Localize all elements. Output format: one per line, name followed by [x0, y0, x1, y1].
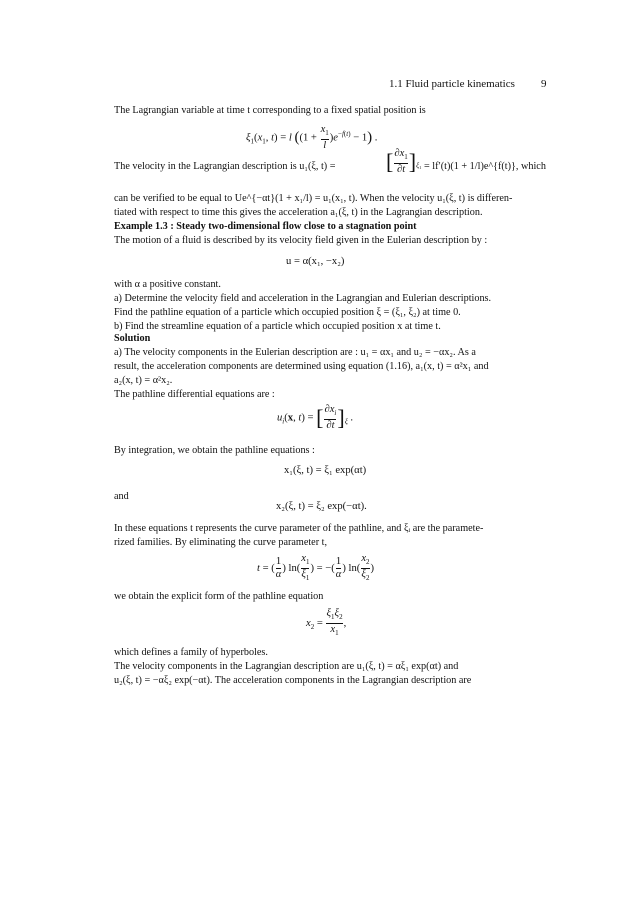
paragraph-line: The velocity in the Lagrangian description is u₁(ξ, t) = — [114, 161, 336, 172]
paragraph-line: and — [114, 491, 129, 502]
equation-partial-derivative: [ $\frac{\partial x_1}{\partial t}$ ]$_{\xi_1}$ — [386, 148, 422, 176]
paragraph-line: By integration, we obtain the pathline equations : — [114, 445, 315, 456]
equation-pathline-x2: x₂(ξ, t) = ξ₂ exp(−αt). — [276, 501, 367, 512]
paragraph-line: a) Determine the velocity field and acceleration in the Lagrangian and Eulerian descriptions. — [114, 293, 492, 304]
paragraph-line: rized families. By eliminating the curve parameter t, — [114, 537, 328, 548]
paragraph-line: result, the acceleration components are determined using equation (1.16), a₁(x, t) = α²x₁ and — [114, 361, 489, 372]
paragraph-line: u₂(ξ, t) = −αξ₂ exp(−αt). The acceleration components in the Lagrangian description are — [114, 675, 472, 686]
equation-velocity-field: u = α(x₁, −x₂) — [286, 256, 345, 267]
paragraph-line: which defines a family of hyperboles. — [114, 647, 268, 658]
equation-pathline-x1: x₁(ξ, t) = ξ₁ exp(αt) — [284, 465, 367, 476]
solution-heading: Solution — [114, 333, 151, 344]
paragraph-line: The motion of a fluid is described by its velocity field given in the Eulerian description by : — [114, 235, 488, 246]
equation-lagrangian-variable: $\xi_1(x_1$, t) = l ((1 + $\frac{x_1}{l}$ )$e^{-f(t)} - 1$) . — [246, 124, 378, 152]
paragraph-line: tiated with respect to time this gives the acceleration a₁(ξ, t) in the Lagrangian description. — [114, 207, 483, 218]
paragraph-line: b) Find the streamline equation of a particle which occupied position x at time t. — [114, 321, 441, 332]
paragraph-line: we obtain the explicit form of the pathline equation — [114, 591, 324, 602]
paragraph-line: In these equations t represents the curve parameter of the pathline, and ξᵢ are the paramete- — [114, 523, 484, 534]
page-number: 9 — [541, 78, 547, 90]
paragraph-line: can be verified to be equal to Ue^{−αt}(1 + x₁/l) = u₁(x₁, t). When the velocity u₁(ξ, t) is differen- — [114, 193, 513, 204]
paragraph-line: = lf′(t)(1 + 1/l)e^{f(t)}, which — [424, 161, 546, 172]
equation-curve-parameter: t = ( $\frac{1}{\alpha}$ ) ln( $\frac{x_1}{\xi_1}$ ) = −( $\frac{1}{\alpha}$ ) ln( $\frac{x_2}{\xi_2}$ ) — [257, 553, 375, 583]
example-heading: Example 1.3 : Steady two-dimensional flow close to a stagnation point — [114, 221, 417, 232]
paragraph-line: a₂(x, t) = α²x₂. — [114, 375, 173, 386]
paragraph-line: Find the pathline equation of a particle which occupied position ξ = (ξ₁, ξ₂) at time 0. — [114, 307, 461, 318]
paragraph-line: a) The velocity components in the Eulerian description are : u₁ = αx₁ and u₂ = −αx₂. As a — [114, 347, 476, 358]
paragraph-line: The pathline differential equations are : — [114, 389, 275, 400]
paragraph-line: The Lagrangian variable at time t corresponding to a fixed spatial position is — [114, 105, 426, 116]
paragraph-line: The velocity components in the Lagrangian description are u₁(ξ, t) = αξ₁ exp(αt) and — [114, 661, 459, 672]
equation-pathline-differential: $u_i(x$, t) = [ $\frac{\partial x_i}{\partial t}$ ]$_\xi$ . — [277, 404, 353, 432]
paragraph-line: with α a positive constant. — [114, 279, 221, 290]
equation-explicit-pathline: $x_2$ = $\frac{\xi_1\xi_2}{x_1}$ , — [306, 608, 347, 638]
running-header: 1.1 Fluid particle kinematics — [389, 78, 515, 90]
